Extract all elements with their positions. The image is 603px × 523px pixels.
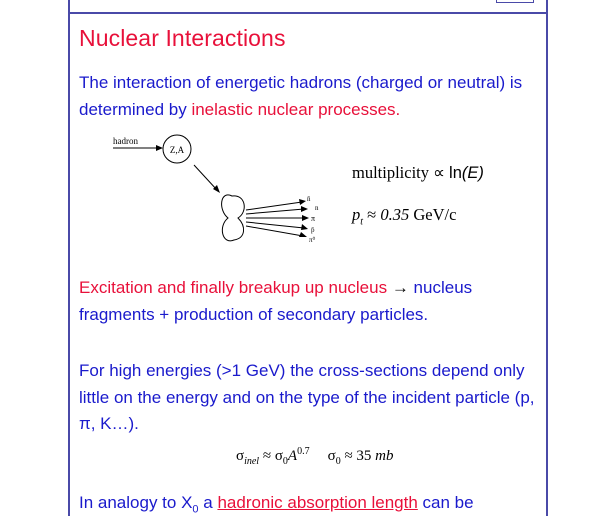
pt-value: 0.35	[380, 205, 410, 224]
breakup-arrow: →	[387, 278, 414, 297]
incoming-arrowhead	[156, 145, 163, 151]
intro-highlight: inelastic nuclear processes.	[191, 99, 401, 119]
cross-section-paragraph: For high energies (>1 GeV) the cross-sections depend only little on the energy and on the type of the incident particle (p, π, K…).	[79, 361, 535, 433]
secondary-products	[246, 202, 305, 236]
product-arrowhead-1	[299, 199, 306, 205]
sigma-zero-symbol: ≈ σ	[259, 448, 283, 464]
multiplicity-formula	[352, 163, 484, 183]
product-label-antiproton: p̄	[311, 226, 315, 234]
absorption-paragraph	[79, 490, 539, 523]
product-label-neutron: n	[315, 204, 319, 212]
pt-variable: p	[352, 205, 361, 224]
sigma-inel-subscript: inel	[244, 456, 260, 467]
pt-subscript: t	[360, 216, 364, 228]
pt-unit: GeV/c	[409, 205, 457, 224]
absorption-connector: a	[198, 493, 218, 512]
mass-number-symbol: A	[287, 448, 298, 464]
logo-box	[496, 0, 534, 3]
product-arrowhead-3	[302, 215, 309, 221]
sigma-zero-unit: mb	[375, 448, 394, 464]
hadron-label: hadron	[113, 136, 138, 146]
cross-section-formula	[236, 446, 394, 467]
sigma-zero-value: ≈ 35	[340, 448, 376, 464]
pt-formula	[352, 205, 456, 227]
header-rule	[68, 12, 546, 14]
excited-nucleus	[222, 195, 245, 241]
intro-text: The interaction of energetic hadrons (charged or neutral) is determined by	[79, 73, 523, 119]
multiplicity-arg: (E)	[461, 164, 484, 182]
product-line-1	[246, 202, 302, 210]
product-label-neutral-pion: π⁰	[309, 236, 316, 244]
sigma-zero-subscript: 0	[282, 456, 288, 467]
interaction-diagram	[110, 130, 330, 250]
slide-title: Nuclear Interactions	[79, 25, 286, 51]
product-arrowhead-2	[301, 206, 308, 212]
sigma-zero-rhs-subscript: 0	[335, 456, 341, 467]
sigma-zero-rhs: σ	[327, 448, 336, 464]
absorption-lead: In analogy to X	[79, 493, 193, 512]
intro-paragraph	[79, 70, 529, 123]
breakup-paragraph	[79, 275, 529, 328]
multiplicity-prefix: multiplicity ∝	[352, 163, 450, 182]
nucleus-label: Z,A	[169, 145, 185, 155]
absorption-subscript: 0	[192, 503, 199, 516]
multiplicity-ln: ln	[449, 164, 462, 182]
pt-approx: ≈	[363, 205, 381, 224]
sigma-inel-symbol: σ	[236, 448, 245, 464]
breakup-highlight: Excitation and finally breakup up nucleus	[79, 278, 388, 297]
product-arrowhead-4	[301, 224, 308, 230]
product-label-antineutron: n̄	[307, 195, 311, 203]
breakup-text: nucleus fragments + production of secondary particles.	[79, 278, 473, 324]
product-label-pion: π	[311, 214, 316, 223]
product-line-2	[246, 209, 304, 214]
product-arrowhead-5	[299, 232, 307, 237]
excitation-line	[194, 165, 217, 190]
mass-number-exponent: 0.7	[297, 446, 310, 457]
absorption-tail: can be	[417, 493, 474, 512]
absorption-highlight: hadronic absorption length	[217, 493, 418, 512]
